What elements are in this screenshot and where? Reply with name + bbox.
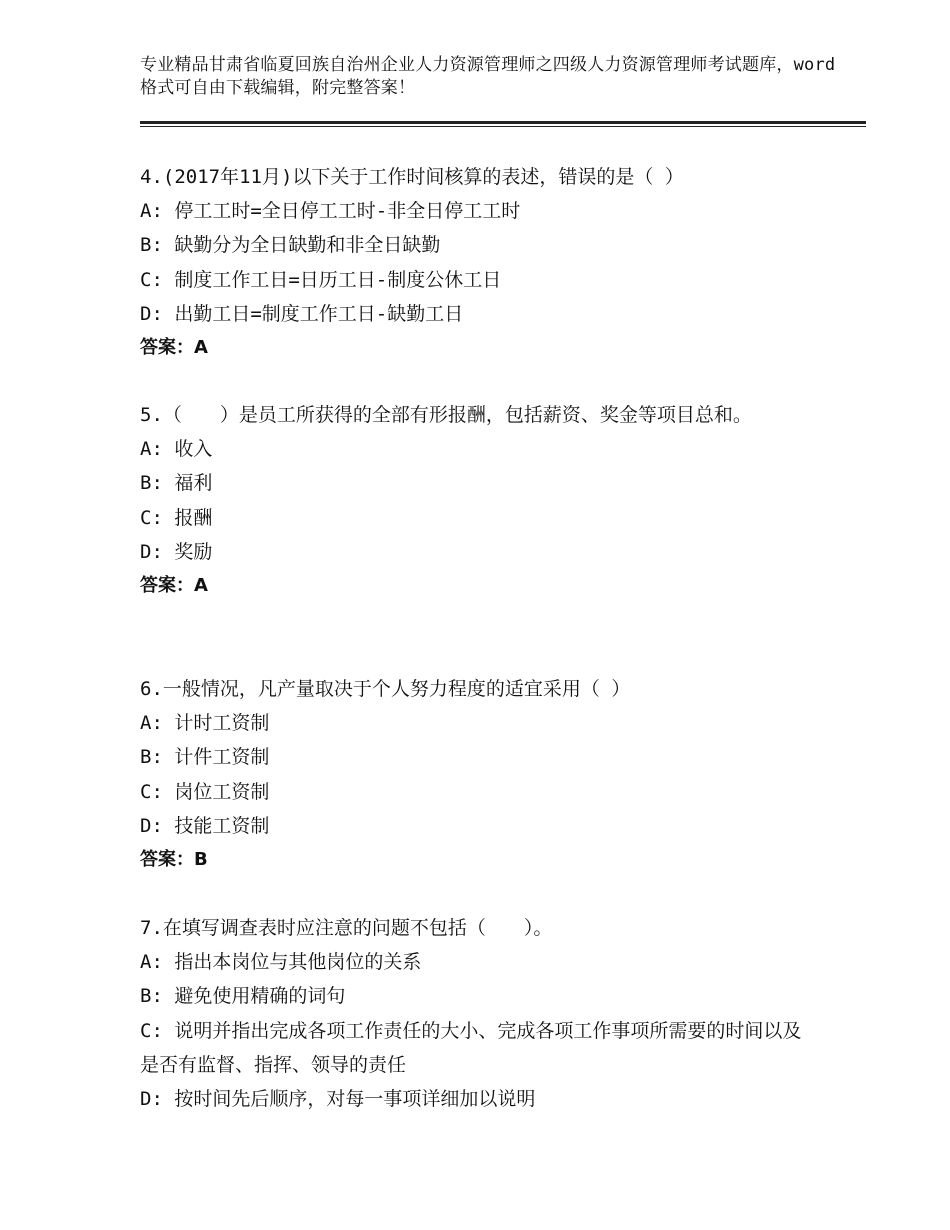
option-d: D: 按时间先后顺序，对每一事项详细加以说明 <box>140 1088 536 1111</box>
option-a: A: 计时工资制 <box>140 712 270 734</box>
option-d: D: 出勤工日=制度工作工日-缺勤工日 <box>140 302 464 325</box>
header-divider-thick <box>140 121 866 124</box>
option-b: B: 计件工资制 <box>140 746 270 769</box>
option-d: D: 技能工资制 <box>140 814 270 837</box>
question-stem: 6.一般情况，凡产量取决于个人努力程度的适宜采用（ ） <box>140 678 631 700</box>
question-5 <box>140 398 800 603</box>
option-b: B: 避免使用精确的词句 <box>140 985 346 1008</box>
option-c: C: 说明并指出完成各项工作责任的大小、完成各项工作事项所需要的时间以及是否有监督、指挥、领导的责任 <box>140 1019 802 1076</box>
question-6 <box>140 672 820 877</box>
answer-label: 答案：A <box>140 337 208 359</box>
option-a: A: 指出本岗位与其他岗位的关系 <box>140 951 422 973</box>
option-c: C: 岗位工资制 <box>140 780 270 803</box>
option-d: D: 奖励 <box>140 540 213 563</box>
option-b: B: 福利 <box>140 472 213 495</box>
option-c: C: 制度工作工日=日历工日-制度公休工日 <box>140 268 502 291</box>
question-7 <box>140 911 810 1116</box>
answer-label: 答案：A <box>140 575 208 597</box>
option-c: C: 报酬 <box>140 506 213 529</box>
question-4 <box>140 160 820 365</box>
header-divider-thin <box>140 126 866 127</box>
document-header-title: 专业精品甘肃省临夏回族自治州企业人力资源管理师之四级人力资源管理师考试题库，word格式可自由下载编辑，附完整答案！ <box>140 55 836 98</box>
question-stem: 7.在填写调查表时应注意的问题不包括（ ）。 <box>140 917 553 939</box>
question-stem: 5.（ ）是员工所获得的全部有形报酬，包括薪资、奖金等项目总和。 <box>140 404 752 426</box>
option-a: A: 收入 <box>140 438 213 460</box>
question-stem: 4.(2017年11月)以下关于工作时间核算的表述，错误的是（ ） <box>140 166 684 188</box>
answer-label: 答案：B <box>140 849 208 871</box>
option-b: B: 缺勤分为全日缺勤和非全日缺勤 <box>140 234 441 257</box>
option-a: A: 停工工时=全日停工工时-非全日停工工时 <box>140 200 521 222</box>
